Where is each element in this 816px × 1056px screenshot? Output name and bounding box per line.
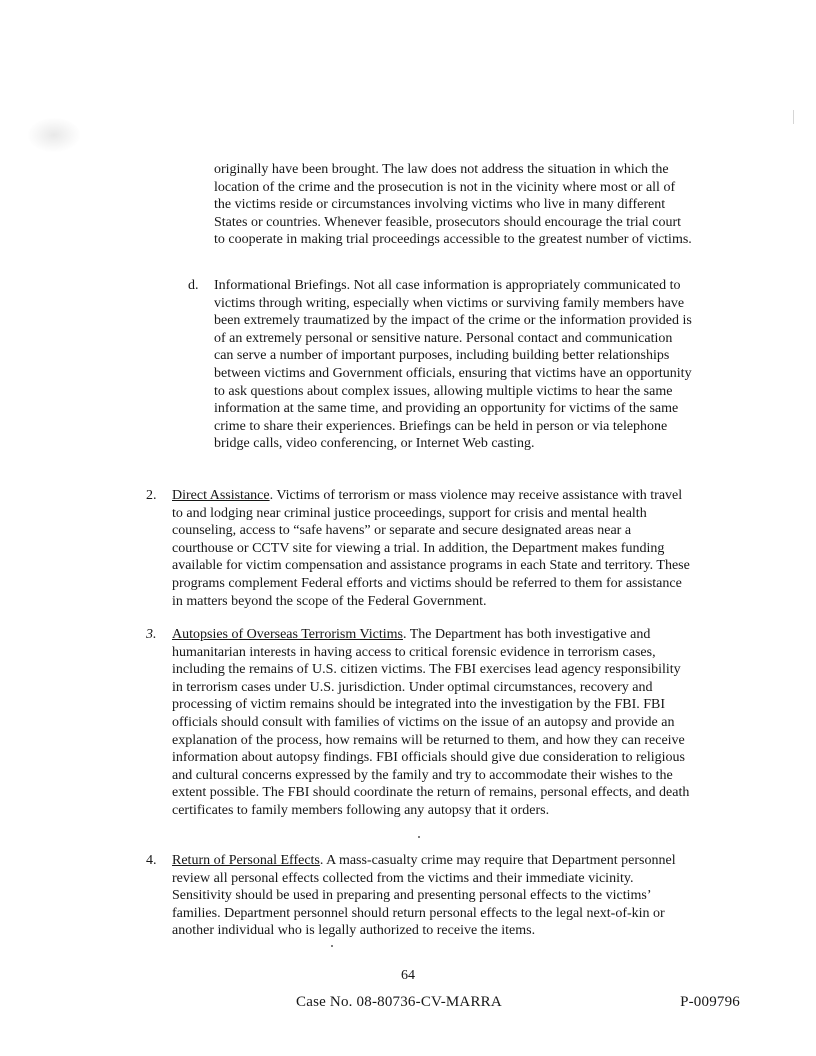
- list-item-marker: d.: [188, 278, 199, 293]
- list-item-title: Direct Assistance: [172, 488, 270, 503]
- list-item-title: Autopsies of Overseas Terrorism Victims: [172, 627, 403, 642]
- list-item-body: [146, 852, 694, 940]
- list-item-text: . Victims of terrorism or mass violence may receive assistance with travel to and lodging near criminal justice proceedings, support for crisis and mental health counseling, access to “safe havens” or separate and secure designated areas near a courthouse or CCTV site for viewing a trial. In addition, the Department makes funding available for victim compensation and assistance programs in each State and territory. These programs complement Federal efforts and victims should be referred to them for assistance in matters beyond the scope of the Federal Government.: [172, 488, 690, 609]
- list-item-body: [188, 277, 694, 453]
- list-item-body: [146, 626, 694, 820]
- list-item-text: . A mass-casualty crime may require that Department personnel review all personal effects collected from the victims and their immediate vicinity. Sensitivity should be used in preparing and presenting personal effects to the victims’ families. Department personnel should return personal effects to the legal next-of-kin or another individual who is legally authorized to receive the items.: [172, 853, 676, 939]
- list-item-2: [146, 487, 694, 610]
- scan-dot: [331, 945, 333, 947]
- list-item-d: [188, 277, 694, 453]
- footer-case-number: Case No. 08-80736-CV-MARRA: [296, 994, 502, 1010]
- continued-paragraph: originally have been brought. The law does not address the situation in which the location of the crime and the prosecution is not in the vicinity where most or all of the victims reside or circumstances involving victims who live in many different States or countries. Whenever feasible, prosecutors should encourage the trial court to cooperate in making trial proceedings accessible to the greatest number of victims.: [214, 162, 692, 248]
- footer-bates-number: P-009796: [680, 994, 740, 1010]
- list-item-marker: 2.: [146, 488, 157, 503]
- list-item-body: [146, 487, 694, 610]
- scan-smudge: [28, 118, 80, 152]
- list-item-marker: 4.: [146, 853, 157, 868]
- list-item-marker: 3.: [146, 627, 157, 642]
- list-item-title: Informational Briefings.: [214, 278, 351, 293]
- list-item-text: . The Department has both investigative and humanitarian interests in having access to critical forensic evidence in terrorism cases, including the remains of U.S. citizen victims. The FBI exercises lead agency responsibility in terrorism cases under U.S. jurisdiction. Under optimal circumstances, recovery and processing of victim remains should be integrated into the investigation by the FBI. FBI officials should consult with families of victims on the issue of an autopsy and provide an explanation of the process, how remains will be returned to them, and how they can receive information about autopsy findings. FBI officials should give due consideration to religious and cultural concerns expressed by the family and try to accommodate their wishes to the extent possible. The FBI should coordinate the return of remains, personal effects, and death certificates to family members following any autopsy that it orders.: [172, 627, 690, 818]
- scan-dot: [418, 836, 420, 838]
- list-item-title: Return of Personal Effects: [172, 853, 320, 868]
- page-number: 64: [401, 968, 415, 983]
- list-item-4: [146, 852, 694, 940]
- scan-edge-mark: [793, 110, 794, 124]
- list-item-3: [146, 626, 694, 820]
- list-item-text: Not all case information is appropriately communicated to victims through writing, especially when victims or surviving family members have been extremely traumatized by the impact of the crime or the information provided is of an extremely personal or sensitive nature. Personal contact and communication can serve a number of important purposes, including building better relationships between victims and Government officials, ensuring that victims have an opportunity to ask questions about complex issues, allowing multiple victims to hear the same information at the same time, and providing an opportunity for victims of the same crime to share their experiences. Briefings can be held in person or via telephone bridge calls, video conferencing, or Internet Web casting.: [214, 278, 692, 452]
